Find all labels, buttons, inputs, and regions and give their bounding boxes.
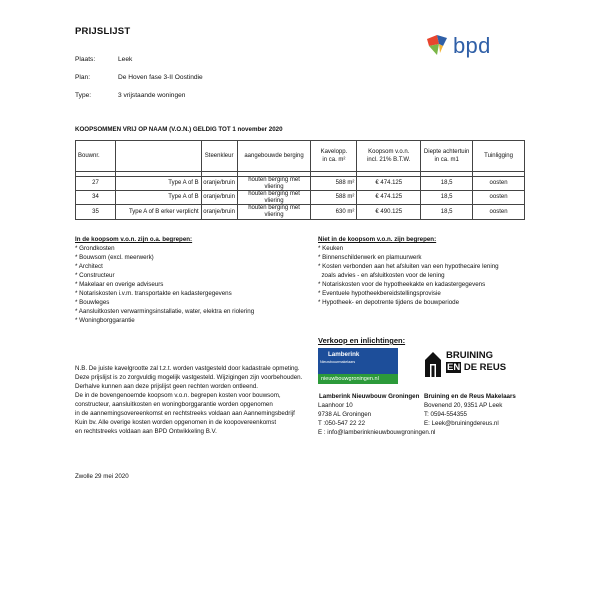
note-line: en rechtstreeks voldaan aan BPD Ontwikkeling B.V. bbox=[75, 428, 217, 435]
column-header-bouwnr: Bouwnr. bbox=[76, 141, 116, 172]
cell-koopsom: € 474.125 bbox=[357, 191, 421, 205]
table-header-row bbox=[76, 141, 525, 172]
sales-heading: Verkoop en inlichtingen: bbox=[318, 336, 406, 345]
cell-diepte: 18,5 bbox=[421, 205, 473, 219]
list-item: * Binnenschilderwerk en plamuurwerk bbox=[318, 254, 422, 261]
column-header-tuinligging: Tuinligging bbox=[473, 141, 525, 172]
contact1-city: 9738 AL Groningen bbox=[318, 411, 372, 418]
list-item: * Bouwleges bbox=[75, 299, 110, 306]
cell-ligging: oosten bbox=[473, 191, 525, 205]
cell-type: Type A of B erker verplicht bbox=[115, 205, 201, 219]
lamberink-logo-sub: Nieuwbouwmakelaars bbox=[320, 360, 356, 364]
column-header-koopsom: Koopsom v.o.n. incl. 21% B.T.W. bbox=[357, 141, 421, 172]
meta-label-type: Type: bbox=[75, 92, 92, 99]
list-item: * Eventuele hypotheekbereidstellingsprovisie bbox=[318, 290, 441, 297]
bruining-logo bbox=[424, 348, 519, 384]
cell-steenkleur: oranje/bruin bbox=[201, 205, 237, 219]
column-header-type bbox=[115, 141, 201, 172]
column-header-diepte: Diepte achtertuin in ca. m1 bbox=[421, 141, 473, 172]
note-line: Kuin bv. Alle overige kosten worden opgenomen in de koopovereenkomst bbox=[75, 419, 277, 426]
list-item: * Aansluitkosten verwarmingsinstallatie, water, elektra en riolering bbox=[75, 308, 255, 315]
bpd-logo-text: bpd bbox=[453, 33, 491, 58]
bruining-logo-line2: EN DE REUS bbox=[447, 362, 507, 373]
cell-ligging: oosten bbox=[473, 177, 525, 191]
meta-label-plan: Plan: bbox=[75, 74, 91, 81]
list-item: * Makelaar en overige adviseurs bbox=[75, 281, 164, 288]
list-item: * Keuken bbox=[318, 245, 344, 252]
lamberink-logo-name: Lamberink bbox=[328, 351, 360, 358]
cell-berging: houten berging met vliering bbox=[237, 205, 311, 219]
list-item: * Notariskosten i.v.m. transportakte en kadastergegevens bbox=[75, 290, 232, 297]
list-item: * Kosten verbonden aan het afsluiten van een hypothecaire lening bbox=[318, 263, 499, 270]
cell-bouwnr: 35 bbox=[76, 205, 116, 219]
lamberink-logo bbox=[318, 348, 398, 384]
cell-diepte: 18,5 bbox=[421, 177, 473, 191]
bruining-logo-line1: BRUINING bbox=[446, 350, 493, 361]
included-heading: In de koopsom v.o.n. zijn o.a. begrepen: bbox=[75, 236, 193, 243]
meta-label-plaats: Plaats: bbox=[75, 56, 96, 63]
table-row bbox=[76, 177, 525, 191]
list-item: * Grondkosten bbox=[75, 245, 115, 252]
list-item: * Notariskosten voor de hypotheekakte en kadastergegevens bbox=[318, 281, 486, 288]
note-line: De in de bovengenoemde koopsom v.o.n. begrepen kosten voor bouwsom, bbox=[75, 392, 281, 399]
list-item: * Woningborggarantie bbox=[75, 317, 135, 324]
contact1-name: Lamberink Nieuwbouw Groningen bbox=[319, 393, 420, 400]
cell-type: Type A of B bbox=[115, 191, 201, 205]
column-header-steenkleur: Steenkleur bbox=[201, 141, 237, 172]
document-date: Zwolle 29 mei 2020 bbox=[75, 473, 129, 480]
cell-bouwnr: 27 bbox=[76, 177, 116, 191]
cell-koopsom: € 474.125 bbox=[357, 177, 421, 191]
list-item: zoals advies - en afsluitkosten voor de lening bbox=[318, 272, 445, 279]
list-item: * Hypotheek- en depotrente tijdens de bouwperiode bbox=[318, 299, 460, 306]
cell-type: Type A of B bbox=[115, 177, 201, 191]
contact2-phone: T: 0594-554355 bbox=[424, 411, 468, 418]
list-item: * Bouwsom (excl. meerwerk) bbox=[75, 254, 154, 261]
table-row bbox=[76, 205, 525, 219]
meta-value-plan: De Hoven fase 3-II Oostindie bbox=[118, 74, 203, 81]
price-section-heading: KOOPSOMMEN VRIJ OP NAAM (V.O.N.) GELDIG TOT 1 november 2020 bbox=[75, 126, 283, 133]
cell-kavel: 588 m² bbox=[311, 177, 357, 191]
cell-diepte: 18,5 bbox=[421, 191, 473, 205]
lamberink-logo-web: nieuwbouwgroningen.nl bbox=[321, 376, 379, 382]
cell-kavel: 588 m² bbox=[311, 191, 357, 205]
note-line: N.B. De juiste kavelgrootte zal t.z.t. worden vastgesteld door kadastrale opmeting. bbox=[75, 365, 300, 372]
cell-steenkleur: oranje/bruin bbox=[201, 177, 237, 191]
contact2-name: Bruining en de Reus Makelaars bbox=[424, 393, 516, 400]
meta-value-type: 3 vrijstaande woningen bbox=[118, 92, 186, 99]
column-header-berging: aangebouwde berging bbox=[237, 141, 311, 172]
cell-steenkleur: oranje/bruin bbox=[201, 191, 237, 205]
list-item: * Architect bbox=[75, 263, 103, 270]
meta-value-plaats: Leek bbox=[118, 56, 133, 63]
contact1-email: E : info@lamberinknieuwbouwgroningen.nl bbox=[318, 429, 436, 436]
cell-kavel: 630 m² bbox=[311, 205, 357, 219]
cell-bouwnr: 34 bbox=[76, 191, 116, 205]
note-line: in de aannemingsovereenkomst en rechtstreeks voldaan aan Aannemingsbedrijf bbox=[75, 410, 295, 417]
bpd-logo-mark-icon bbox=[425, 33, 451, 57]
cell-ligging: oosten bbox=[473, 205, 525, 219]
contact2-email: E: Leek@bruiningdereus.nl bbox=[424, 420, 499, 427]
cell-koopsom: € 490.125 bbox=[357, 205, 421, 219]
cell-berging: houten berging met vliering bbox=[237, 191, 311, 205]
note-line: constructeur, aansluitkosten en woningborggarantie worden opgenomen bbox=[75, 401, 273, 408]
contact2-address: Bovenend 20, 9351 AP Leek bbox=[424, 402, 503, 409]
table-row bbox=[76, 191, 525, 205]
bpd-logo bbox=[425, 33, 500, 59]
price-table bbox=[75, 140, 525, 220]
page-title: PRIJSLIJST bbox=[75, 26, 131, 37]
cell-berging: houten berging met vliering bbox=[237, 177, 311, 191]
contact1-address: Laanhoor 10 bbox=[318, 402, 353, 409]
column-header-kavel: Kavelopp. in ca. m² bbox=[311, 141, 357, 172]
contact1-phone: T :050-547 22 22 bbox=[318, 420, 366, 427]
note-line: Deze prijslijst is zo zorgvuldig mogelijk vastgesteld. Wijzigingen zijn voorbehouden. bbox=[75, 374, 303, 381]
house-icon bbox=[424, 350, 442, 378]
list-item: * Constructeur bbox=[75, 272, 115, 279]
note-line: Derhalve kunnen aan deze prijslijst geen rechten worden ontleend. bbox=[75, 383, 258, 390]
excluded-heading: Niet in de koopsom v.o.n. zijn begrepen: bbox=[318, 236, 437, 243]
